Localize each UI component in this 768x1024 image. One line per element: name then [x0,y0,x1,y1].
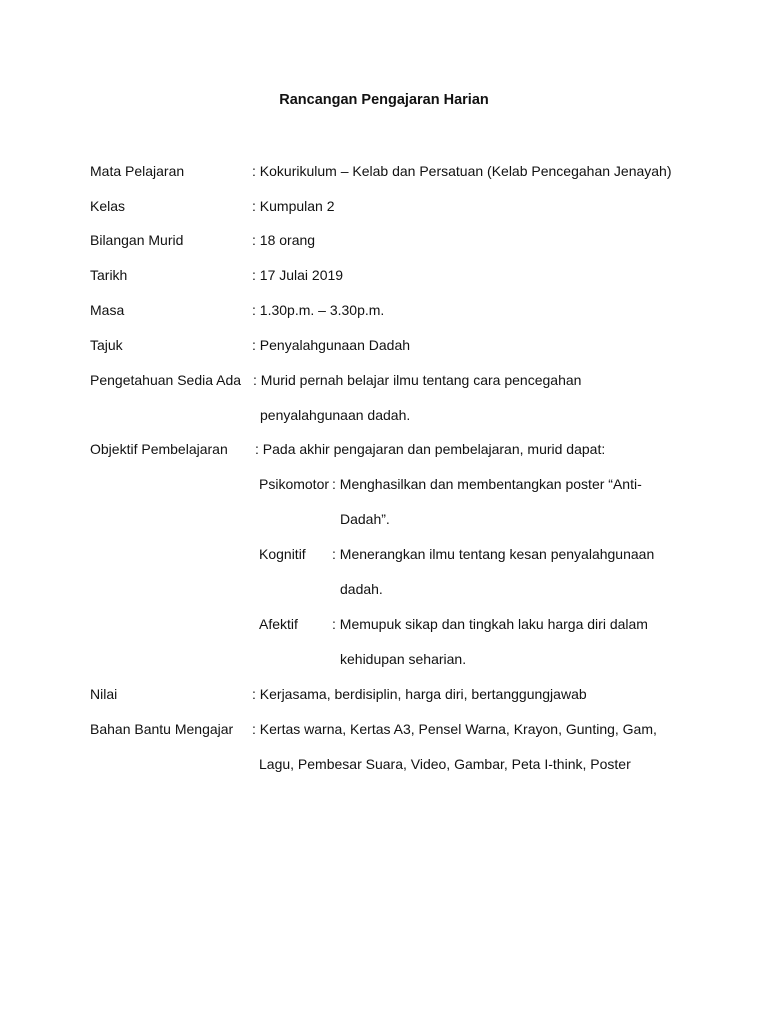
label-bahan-bantu-mengajar: Bahan Bantu Mengajar [90,721,234,737]
value-psikomotor-cont: Dadah”. [340,511,390,527]
value-masa: : 1.30p.m. – 3.30p.m. [252,302,385,318]
label-kognitif: Kognitif [259,546,306,562]
label-bilangan-murid: Bilangan Murid [90,232,184,248]
label-kelas: Kelas [90,198,126,214]
value-bahan-bantu-mengajar: : Kertas warna, Kertas A3, Pensel Warna, Krayon, Gunting, Gam, [252,721,657,737]
label-objektif-pembelajaran: Objektif Pembelajaran [90,441,228,457]
value-nilai: : Kerjasama, berdisiplin, harga diri, bertanggungjawab [252,686,587,702]
document-title: Rancangan Pengajaran Harian [279,92,489,108]
value-afektif: : Memupuk sikap dan tingkah laku harga diri dalam [332,616,648,632]
value-objektif-pembelajaran: : Pada akhir pengajaran dan pembelajaran, murid dapat: [255,441,606,457]
value-afektif-cont: kehidupan seharian. [340,651,467,667]
value-kognitif-cont: dadah. [340,581,383,597]
label-psikomotor: Psikomotor [259,476,330,492]
value-mata-pelajaran: : Kokurikulum – Kelab dan Persatuan (Kelab Pencegahan Jenayah) [252,163,672,179]
value-kognitif: : Menerangkan ilmu tentang kesan penyalahgunaan [332,546,655,562]
label-tajuk: Tajuk [90,337,123,353]
label-afektif: Afektif [259,616,298,632]
value-pengetahuan-sedia-ada-cont: penyalahgunaan dadah. [260,407,411,423]
label-masa: Masa [90,302,125,318]
value-pengetahuan-sedia-ada: : Murid pernah belajar ilmu tentang cara pencegahan [253,372,582,388]
label-pengetahuan-sedia-ada: Pengetahuan Sedia Ada [90,372,242,388]
label-mata-pelajaran: Mata Pelajaran [90,163,185,179]
value-psikomotor: : Menghasilkan dan membentangkan poster “Anti- [332,476,642,492]
value-tarikh: : 17 Julai 2019 [252,267,344,283]
value-bahan-bantu-mengajar-cont: Lagu, Pembesar Suara, Video, Gambar, Peta I-think, Poster [259,756,631,772]
value-tajuk: : Penyalahgunaan Dadah [252,337,411,353]
value-kelas: : Kumpulan 2 [252,198,335,214]
label-nilai: Nilai [90,686,118,702]
label-tarikh: Tarikh [90,267,128,283]
value-bilangan-murid: : 18 orang [252,232,316,248]
